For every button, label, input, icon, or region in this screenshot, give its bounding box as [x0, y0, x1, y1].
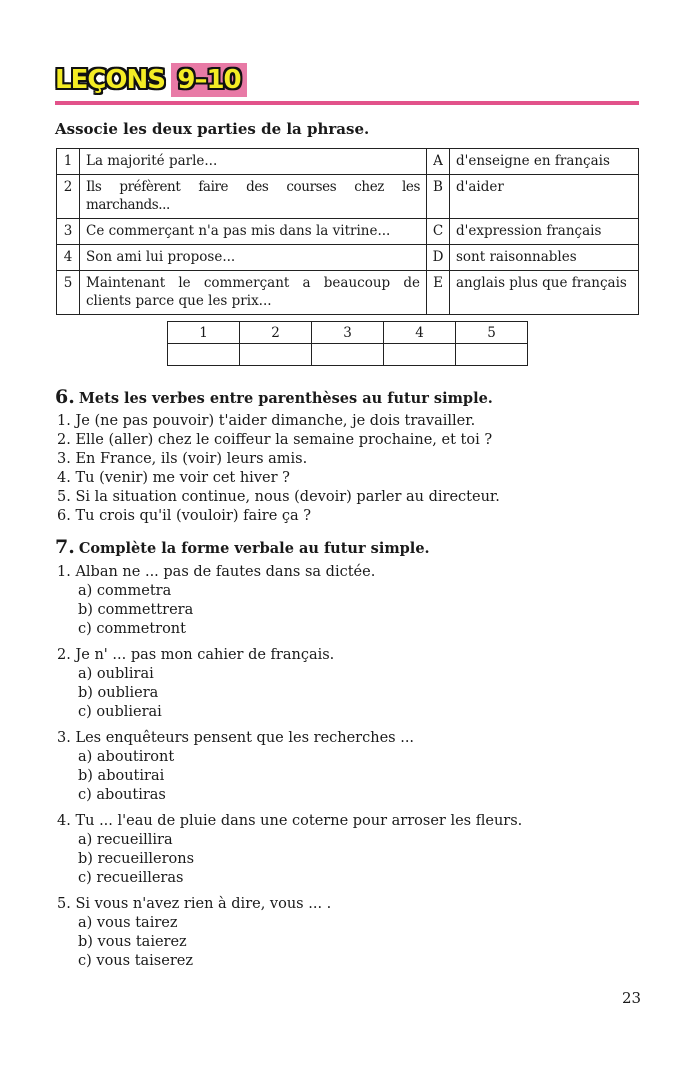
answer-option: a) aboutiront	[78, 749, 175, 765]
exercise-7-title	[55, 536, 430, 558]
question: 5. Si vous n'avez rien à dire, vous ... .	[57, 896, 332, 912]
answer-option: b) commettrera	[78, 602, 194, 618]
row-letter: E	[427, 271, 450, 315]
row-number: 2	[57, 175, 80, 219]
sentence-end: sont raisonnables	[450, 245, 639, 271]
exercise-6-item: 6. Tu crois qu'il (vouloir) faire ça ?	[57, 508, 312, 524]
exercise-6-item: 3. En France, ils (voir) leurs amis.	[57, 451, 308, 467]
answer-option: c) commetront	[78, 621, 186, 637]
row-number: 1	[57, 149, 80, 175]
answer-cell[interactable]	[384, 344, 456, 366]
answer-option: b) oubliera	[78, 685, 159, 701]
exercise-7-text: Complète la forme verbale au futur simple.	[78, 540, 430, 557]
table-row	[57, 175, 639, 219]
exercise-6-item: 5. Si la situation continue, nous (devoir) parler au directeur.	[57, 489, 500, 505]
matching-table	[56, 148, 639, 315]
table-row	[57, 149, 639, 175]
row-letter: A	[427, 149, 450, 175]
exercise-7-number: 7.	[55, 536, 75, 558]
answer-option: a) recueillira	[78, 832, 173, 848]
exercise-6-item: 1. Je (ne pas pouvoir) t'aider dimanche, je dois travailler.	[57, 413, 476, 429]
exercise-6-number: 6.	[55, 386, 75, 408]
sentence-end: d'aider	[450, 175, 639, 219]
row-number: 3	[57, 219, 80, 245]
match-instruction: Associe les deux parties de la phrase.	[55, 120, 370, 138]
answer-option: c) oublierai	[78, 704, 162, 720]
table-row	[57, 271, 639, 315]
sentence-start: Ils préfèrent faire des courses chez les marchands...	[80, 175, 427, 219]
answer-option: c) vous taiserez	[78, 953, 193, 969]
answer-option: c) recueilleras	[78, 870, 184, 886]
answer-option: a) vous tairez	[78, 915, 178, 931]
header-divider	[55, 101, 639, 105]
row-letter: D	[427, 245, 450, 271]
answer-header: 2	[240, 322, 312, 344]
answer-option: b) aboutirai	[78, 768, 165, 784]
lesson-title: LEÇONS	[55, 65, 165, 95]
answer-option: b) recueillerons	[78, 851, 195, 867]
page-number: 23	[622, 989, 642, 1007]
answer-header-row	[168, 322, 528, 344]
lesson-badge: 9–10	[171, 63, 247, 97]
answer-grid	[167, 321, 528, 366]
exercise-6-text: Mets les verbes entre parenthèses au futur simple.	[78, 390, 493, 407]
row-letter: B	[427, 175, 450, 219]
row-letter: C	[427, 219, 450, 245]
table-row	[57, 245, 639, 271]
answer-cell[interactable]	[240, 344, 312, 366]
answer-header: 5	[456, 322, 528, 344]
exercise-6-title	[55, 386, 493, 408]
answer-input-row	[168, 344, 528, 366]
question: 3. Les enquêteurs pensent que les recherches ...	[57, 730, 415, 746]
answer-cell[interactable]	[312, 344, 384, 366]
sentence-end: anglais plus que français	[450, 271, 639, 315]
row-number: 5	[57, 271, 80, 315]
sentence-start: Son ami lui propose...	[80, 245, 427, 271]
answer-option: a) commetra	[78, 583, 172, 599]
question: 4. Tu ... l'eau de pluie dans une coterne pour arroser les fleurs.	[57, 813, 523, 829]
sentence-start: Ce commerçant n'a pas mis dans la vitrine...	[80, 219, 427, 245]
sentence-start: La majorité parle...	[80, 149, 427, 175]
answer-option: b) vous taierez	[78, 934, 187, 950]
answer-option: c) aboutiras	[78, 787, 166, 803]
sentence-end: d'expression français	[450, 219, 639, 245]
question: 1. Alban ne ... pas de fautes dans sa dictée.	[57, 564, 376, 580]
sentence-start: Maintenant le commerçant a beaucoup de clients parce que les prix...	[80, 271, 427, 315]
answer-cell[interactable]	[456, 344, 528, 366]
answer-option: a) oublirai	[78, 666, 154, 682]
sentence-end: d'enseigne en français	[450, 149, 639, 175]
answer-header: 1	[168, 322, 240, 344]
answer-cell[interactable]	[168, 344, 240, 366]
answer-header: 3	[312, 322, 384, 344]
answer-header: 4	[384, 322, 456, 344]
question: 2. Je n' ... pas mon cahier de français.	[57, 647, 335, 663]
row-number: 4	[57, 245, 80, 271]
exercise-6-item: 4. Tu (venir) me voir cet hiver ?	[57, 470, 290, 486]
table-row	[57, 219, 639, 245]
exercise-6-item: 2. Elle (aller) chez le coiffeur la semaine prochaine, et toi ?	[57, 432, 493, 448]
